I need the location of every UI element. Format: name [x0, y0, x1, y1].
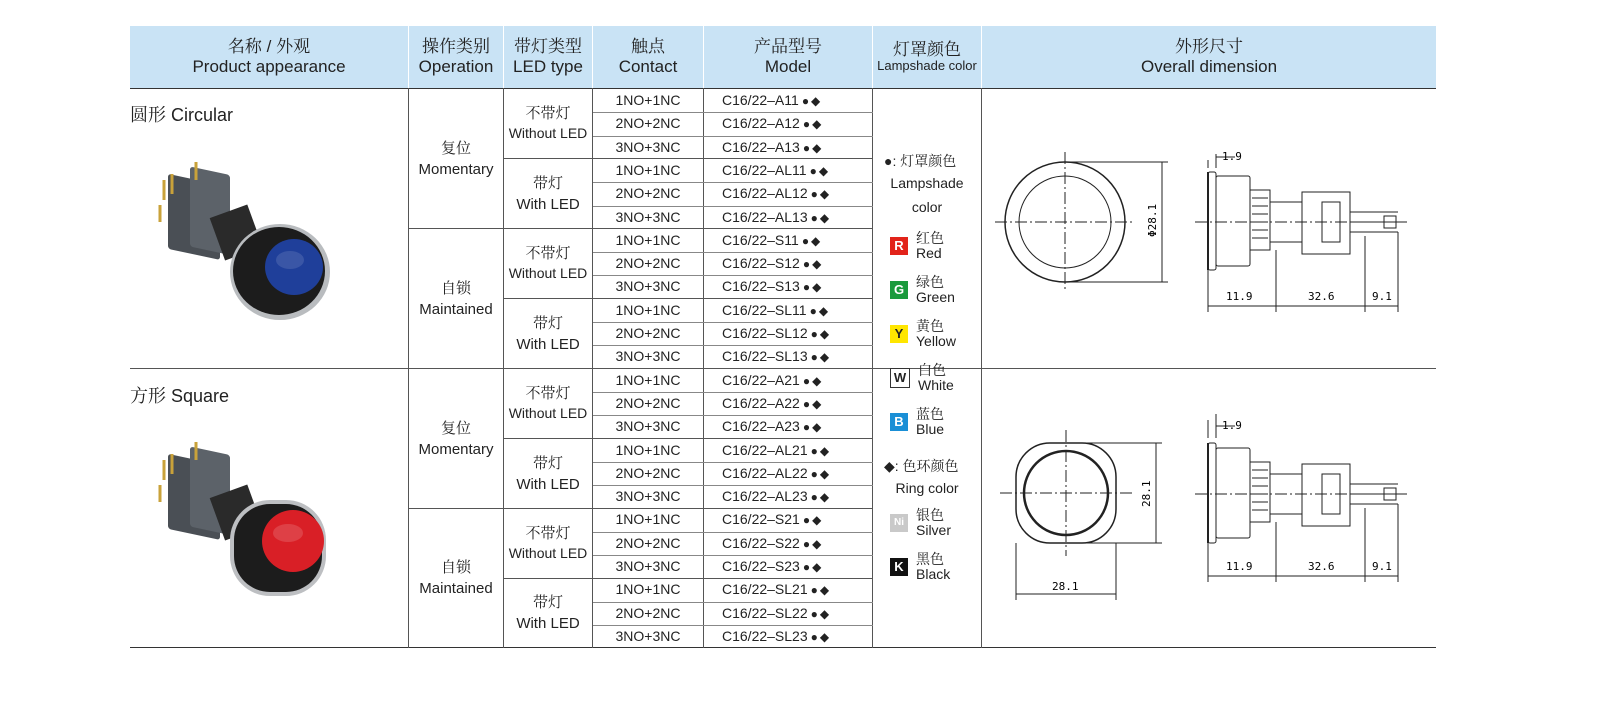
dim-circ-1-9: 1.9 [1222, 150, 1242, 163]
led-type-en: With LED [516, 335, 580, 353]
color-swatch-label [916, 319, 956, 348]
model-cell [722, 581, 831, 597]
contact-cell: 3NO+3NC [615, 208, 681, 225]
contact-cell: 1NO+1NC [615, 161, 681, 178]
color-swatch-icon: G [890, 281, 908, 299]
header-operation [409, 26, 503, 88]
color-swatch-icon: R [890, 237, 908, 255]
led-type-without [504, 89, 592, 158]
model-cell [722, 372, 823, 388]
led-type-cn: 不带灯 [525, 525, 571, 543]
model-cell [722, 92, 822, 108]
model-color-marks: ●◆ [802, 280, 824, 295]
contact-cell: 3NO+3NC [615, 418, 681, 435]
color-name-cn: 白色 [918, 362, 946, 378]
header-contact-en: Contact [618, 57, 678, 76]
column-divider [872, 88, 873, 648]
model-color-marks: ●◆ [810, 490, 832, 505]
shape-title-circular: 圆形 Circular [130, 105, 234, 125]
row-divider [593, 136, 873, 137]
contact-cell: 1NO+1NC [615, 581, 681, 598]
operation-cn: 复位 [440, 419, 471, 437]
header-contact-cn: 触点 [631, 37, 665, 57]
contact-cell: 2NO+2NC [615, 534, 681, 551]
model-cell [722, 628, 831, 644]
led-type-cn: 带灯 [532, 174, 563, 192]
led-type-en: With LED [516, 475, 580, 493]
model-cell [722, 465, 831, 481]
header-divider [703, 26, 704, 88]
model-cell [722, 511, 823, 527]
color-name-cn: 黑色 [916, 551, 944, 567]
model-cell [722, 325, 831, 341]
contact-cell: 2NO+2NC [615, 325, 681, 341]
header-led-type-cn: 带灯类型 [514, 37, 582, 57]
led-type-en: Without LED [508, 545, 588, 562]
led-type-en: With LED [516, 615, 580, 632]
model-color-marks: ●◆ [801, 233, 823, 248]
model-number: C16/22–S13 [722, 278, 800, 295]
operation-maintained-1 [409, 229, 503, 368]
model-cell [722, 185, 831, 201]
row-divider [593, 345, 873, 346]
contact-cell: 2NO+2NC [615, 604, 681, 621]
color-name-en: Blue [916, 420, 945, 437]
color-name-cn: 绿色 [916, 274, 944, 290]
contact-cell: 1NO+1NC [615, 231, 681, 248]
dim-circ-9-1: 9.1 [1372, 290, 1392, 303]
model-color-marks: ●◆ [802, 560, 824, 574]
model-cell [722, 162, 830, 178]
model-color-marks: ●◆ [810, 187, 832, 202]
header-bottom-rule [130, 88, 1436, 89]
row-divider [593, 485, 873, 486]
color-swatch-row [890, 319, 956, 348]
header-lampshade [873, 26, 981, 88]
header-dimension-cn: 外形尺寸 [1175, 37, 1243, 57]
color-swatch-label [916, 231, 944, 260]
model-color-marks: ●◆ [802, 257, 824, 272]
row-divider [593, 625, 873, 626]
color-swatch-label [916, 508, 951, 537]
model-cell [722, 395, 823, 411]
contact-cell: 1NO+1NC [615, 301, 681, 318]
model-color-marks: ●◆ [802, 396, 824, 411]
color-name-cn: 蓝色 [916, 406, 944, 422]
model-number: C16/22–SL21 [722, 581, 808, 598]
model-number: C16/22–AL12 [722, 185, 808, 202]
model-number: C16/22–A22 [722, 394, 800, 411]
model-color-marks: ●◆ [810, 327, 832, 341]
dim-sq-side-vertical: 28.1 [1140, 480, 1153, 507]
model-cell [722, 442, 831, 458]
model-number: C16/22–SL23 [722, 627, 808, 644]
contact-cell: 3NO+3NC [615, 627, 681, 644]
product-photo-square [150, 430, 340, 615]
model-cell [722, 232, 822, 248]
model-number: C16/22–S22 [722, 534, 800, 551]
contact-cell: 2NO+2NC [615, 394, 681, 411]
model-color-marks: ●◆ [810, 466, 832, 481]
dim-circ-diameter: Φ28.1 [1146, 203, 1159, 237]
model-color-marks: ●◆ [802, 513, 824, 528]
header-divider [592, 26, 593, 88]
model-number: C16/22–SL13 [722, 348, 808, 365]
header-led-type-en: LED type [513, 57, 583, 76]
color-swatch-label [916, 552, 950, 581]
row-divider [593, 206, 873, 207]
color-swatch-icon: Ni [890, 514, 908, 532]
color-name-cn: 红色 [916, 230, 944, 246]
header-lampshade-cn: 灯罩颜色 [893, 39, 961, 59]
model-number: C16/22–A13 [722, 138, 800, 155]
dim-sq-32-6: 32.6 [1308, 560, 1335, 573]
header-divider [872, 26, 873, 88]
model-color-marks: ●◆ [810, 583, 832, 598]
model-cell [722, 302, 830, 318]
header-lampshade-en: Lampshade color [877, 58, 977, 74]
contact-cell: 3NO+3NC [615, 558, 681, 574]
header-operation-en: Operation [418, 57, 494, 76]
led-type-without [504, 229, 592, 298]
legend-lampshade-sub1: Lampshade [890, 175, 964, 191]
header-contact [593, 26, 703, 88]
led-type-en: Without LED [508, 265, 588, 282]
color-swatch-row [890, 508, 951, 537]
model-number: C16/22–AL21 [722, 441, 808, 458]
led-type-without [504, 509, 592, 578]
led-type-cn: 带灯 [532, 594, 563, 611]
model-color-marks: ●◆ [810, 210, 832, 225]
led-type-with [504, 439, 592, 508]
model-cell [722, 278, 823, 294]
dimension-drawing-circular [990, 140, 1430, 320]
model-color-marks: ●◆ [809, 163, 831, 178]
dim-circ-32-6: 32.6 [1308, 290, 1335, 303]
color-name-en: Red [916, 244, 942, 261]
model-number: C16/22–S12 [722, 255, 800, 272]
led-type-with [504, 159, 592, 228]
model-number: C16/22–A12 [722, 115, 800, 132]
model-number: C16/22–A23 [722, 418, 800, 435]
header-divider [981, 26, 982, 88]
model-number: C16/22–SL22 [722, 604, 808, 621]
contact-cell: 1NO+1NC [615, 441, 681, 458]
legend-lampshade-sub2: color [911, 199, 943, 215]
operation-maintained-2 [409, 509, 503, 647]
operation-en: Maintained [419, 300, 493, 318]
contact-cell: 2NO+2NC [615, 464, 681, 481]
contact-cell: 2NO+2NC [615, 255, 681, 272]
dim-sq-side-horizontal: 28.1 [1052, 580, 1079, 593]
model-number: C16/22–AL22 [722, 464, 808, 481]
operation-momentary-1 [409, 89, 503, 228]
table-bottom-rule [130, 647, 1436, 648]
header-model [704, 26, 872, 88]
operation-en: Maintained [419, 580, 493, 597]
header-led-type [504, 26, 592, 88]
color-swatch-row [890, 407, 944, 436]
color-swatch-icon: W [890, 368, 910, 388]
color-name-en: Silver [916, 521, 952, 538]
column-divider [981, 88, 982, 648]
model-number: C16/22–AL11 [722, 161, 807, 178]
model-cell [722, 558, 823, 574]
row-divider [593, 182, 873, 183]
contact-cell: 3NO+3NC [615, 278, 681, 295]
model-color-marks: ●◆ [802, 373, 824, 388]
dimension-drawing-square [990, 410, 1430, 605]
row-divider [593, 275, 873, 276]
row-divider [593, 415, 873, 416]
color-name-en: Black [916, 565, 951, 582]
model-color-marks: ●◆ [802, 117, 824, 132]
dim-sq-1-9: 1.9 [1222, 419, 1242, 432]
model-cell [722, 348, 831, 364]
color-swatch-label [916, 275, 955, 304]
led-type-cn: 带灯 [532, 314, 563, 332]
model-cell [722, 418, 823, 434]
model-number: C16/22–S11 [722, 231, 799, 248]
model-color-marks: ●◆ [802, 420, 824, 435]
color-swatch-row [890, 231, 944, 260]
model-color-marks: ●◆ [801, 94, 823, 108]
contact-cell: 3NO+3NC [615, 348, 681, 365]
led-type-cn: 不带灯 [525, 105, 571, 123]
row-divider [593, 462, 873, 463]
operation-en: Momentary [418, 440, 494, 458]
header-appearance-cn: 名称 / 外观 [227, 37, 311, 57]
model-cell [722, 115, 823, 131]
led-type-cn: 不带灯 [525, 385, 571, 403]
model-color-marks: ●◆ [810, 443, 832, 458]
color-swatch-icon: K [890, 558, 908, 576]
row-divider [593, 252, 873, 253]
row-divider [593, 555, 873, 556]
operation-en: Momentary [418, 160, 494, 178]
model-cell [722, 255, 823, 271]
led-type-en: With LED [516, 195, 580, 213]
header-dimension [982, 26, 1436, 88]
contact-cell: 1NO+1NC [615, 92, 681, 108]
color-name-en: Yellow [916, 332, 956, 349]
dim-sq-11-9: 11.9 [1226, 560, 1253, 573]
operation-cn: 复位 [440, 139, 471, 157]
led-type-without [504, 369, 592, 438]
operation-momentary-2 [409, 369, 503, 508]
model-number: C16/22–AL23 [722, 488, 808, 505]
model-color-marks: ●◆ [802, 140, 824, 155]
led-type-cn: 带灯 [532, 454, 563, 472]
color-swatch-label [916, 407, 944, 436]
model-number: C16/22–A21 [722, 371, 800, 388]
model-cell [722, 209, 831, 225]
led-type-en: Without LED [508, 125, 588, 142]
model-color-marks: ●◆ [809, 303, 831, 318]
model-number: C16/22–S21 [722, 511, 800, 528]
color-swatch-icon: B [890, 413, 908, 431]
header-divider [408, 26, 409, 88]
row-divider [593, 602, 873, 603]
legend-ring-sub: Ring color [895, 480, 959, 496]
dim-sq-9-1: 9.1 [1372, 560, 1392, 573]
contact-cell: 1NO+1NC [615, 371, 681, 388]
model-color-marks: ●◆ [810, 629, 832, 644]
led-type-cn: 不带灯 [525, 245, 571, 263]
row-divider [593, 322, 873, 323]
model-number: C16/22–SL12 [722, 325, 808, 341]
product-photo-circular [150, 150, 340, 330]
color-name-en: Green [916, 288, 955, 305]
model-cell [722, 488, 831, 504]
model-number: C16/22–AL13 [722, 208, 808, 225]
header-dimension-en: Overall dimension [1140, 57, 1278, 76]
color-swatch-row [890, 363, 954, 392]
model-cell [722, 139, 823, 155]
contact-cell: 2NO+2NC [615, 115, 681, 132]
model-color-marks: ●◆ [810, 606, 832, 621]
header-appearance [130, 26, 408, 88]
header-model-en: Model [764, 57, 812, 76]
shape-title-square: 方形 Square [130, 386, 230, 406]
header-divider [503, 26, 504, 88]
model-color-marks: ●◆ [802, 536, 824, 551]
contact-cell: 2NO+2NC [615, 185, 681, 202]
model-number: C16/22–SL11 [722, 301, 807, 318]
model-cell [722, 605, 831, 621]
color-swatch-row [890, 275, 955, 304]
color-swatch-row [890, 552, 950, 581]
color-name-en: White [918, 376, 954, 393]
led-type-with [504, 579, 592, 647]
contact-cell: 3NO+3NC [615, 488, 681, 505]
header-model-cn: 产品型号 [754, 37, 822, 57]
header-appearance-en: Product appearance [192, 57, 346, 76]
column-divider [703, 88, 704, 648]
section-divider [130, 368, 1436, 369]
row-divider [593, 532, 873, 533]
color-name-cn: 银色 [916, 507, 944, 523]
led-type-en: Without LED [508, 405, 588, 422]
model-number: C16/22–S23 [722, 558, 800, 574]
legend-ring-title: ◆: 色环颜色 [884, 458, 959, 474]
row-divider [593, 392, 873, 393]
contact-cell: 1NO+1NC [615, 511, 681, 528]
legend-lampshade-title: ●: 灯罩颜色 [884, 153, 957, 169]
model-cell [722, 535, 823, 551]
contact-cell: 3NO+3NC [615, 138, 681, 155]
operation-cn: 自锁 [440, 279, 471, 297]
model-color-marks: ●◆ [810, 350, 832, 365]
operation-cn: 自锁 [440, 559, 471, 576]
color-name-cn: 黄色 [916, 318, 944, 334]
led-type-with [504, 299, 592, 368]
dim-circ-11-9: 11.9 [1226, 290, 1253, 303]
header-operation-cn: 操作类别 [422, 37, 490, 57]
model-number: C16/22–A11 [722, 92, 799, 108]
color-swatch-icon: Y [890, 325, 908, 343]
row-divider [593, 112, 873, 113]
color-swatch-label [918, 363, 954, 392]
